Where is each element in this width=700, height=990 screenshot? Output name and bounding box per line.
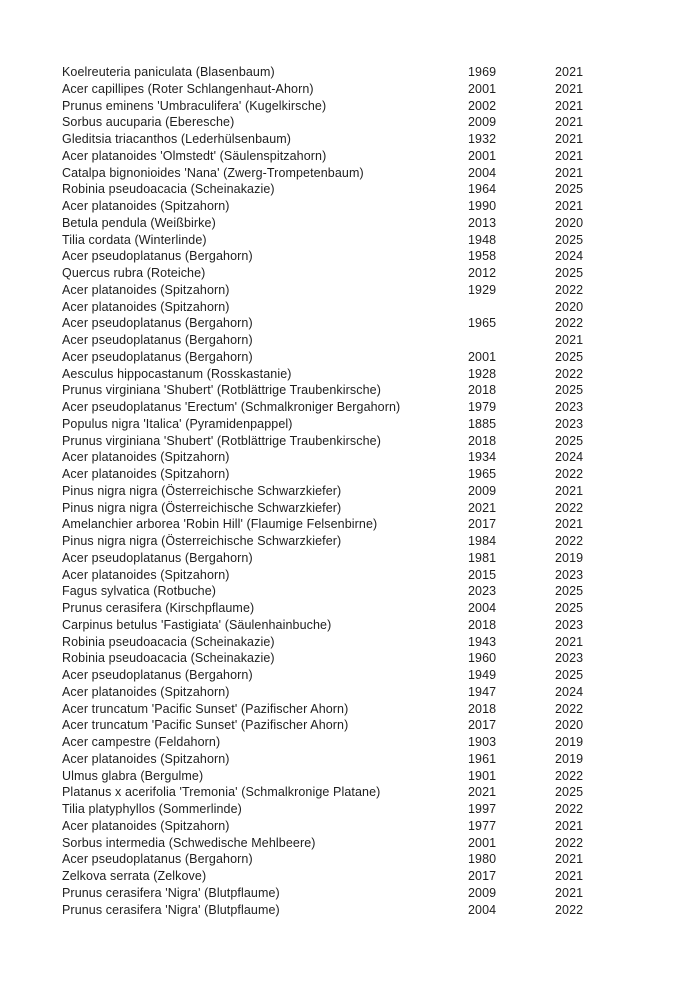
tree-name-cell: Betula pendula (Weißbirke) xyxy=(62,215,216,230)
tree-name-cell: Sorbus aucuparia (Eberesche) xyxy=(62,115,235,130)
table-row xyxy=(62,349,660,366)
table-row xyxy=(62,299,660,316)
year-second-cell: 2020 xyxy=(555,299,584,314)
year-second-cell: 2022 xyxy=(555,902,584,917)
tree-name-cell: Acer platanoides (Spitzahorn) xyxy=(62,282,230,297)
year-first-cell: 1947 xyxy=(468,684,497,699)
table-row xyxy=(62,567,660,584)
year-second-cell: 2025 xyxy=(555,668,584,682)
table-row xyxy=(62,148,660,165)
year-first-cell: 2009 xyxy=(468,115,497,130)
table-row xyxy=(62,801,660,818)
tree-name-cell: Amelanchier arborea 'Robin Hill' (Flaumige Felsenbirne) xyxy=(62,517,378,532)
year-second-cell: 2025 xyxy=(555,232,584,247)
table-row xyxy=(62,835,660,852)
year-second-cell: 2025 xyxy=(555,601,584,615)
table-row xyxy=(62,818,660,835)
year-first-cell: 1980 xyxy=(468,852,497,867)
year-second-cell: 2021 xyxy=(555,885,584,900)
year-second-cell: 2023 xyxy=(555,416,584,431)
table-row xyxy=(62,416,660,433)
table-row xyxy=(62,600,660,617)
tree-name-cell: Pinus nigra nigra (Österreichische Schwarzkiefer) xyxy=(62,534,342,548)
year-second-cell: 2023 xyxy=(555,651,584,666)
year-second-cell: 2019 xyxy=(555,735,584,749)
tree-name-cell: Catalpa bignonioides 'Nana' (Zwerg-Trompetenbaum) xyxy=(62,165,364,180)
table-row xyxy=(62,667,660,684)
tree-name-cell: Acer platanoides (Spitzahorn) xyxy=(62,818,230,833)
year-second-cell: 2025 xyxy=(555,383,584,398)
tree-name-cell: Acer truncatum 'Pacific Sunset' (Pazifischer Ahorn) xyxy=(62,718,349,733)
year-first-cell: 2001 xyxy=(468,148,497,163)
year-second-cell: 2021 xyxy=(555,199,584,213)
table-row xyxy=(62,433,660,450)
tree-name-cell: Carpinus betulus 'Fastigiata' (Säulenhainbuche) xyxy=(62,617,332,632)
year-first-cell: 2004 xyxy=(468,902,497,917)
table-row xyxy=(62,483,660,500)
year-second-cell: 2025 xyxy=(555,433,584,448)
tree-table xyxy=(62,64,660,918)
year-first-cell: 1958 xyxy=(468,249,497,264)
year-first-cell: 1932 xyxy=(468,132,497,146)
tree-name-cell: Acer platanoides 'Olmstedt' (Säulenspitzahorn) xyxy=(62,148,327,163)
table-row xyxy=(62,215,660,232)
tree-name-cell: Populus nigra 'Italica' (Pyramidenpappel) xyxy=(62,416,293,431)
tree-name-cell: Tilia cordata (Winterlinde) xyxy=(62,232,207,247)
table-row xyxy=(62,131,660,148)
year-first-cell: 2018 xyxy=(468,617,497,632)
table-row xyxy=(62,634,660,651)
tree-name-cell: Acer platanoides (Spitzahorn) xyxy=(62,299,230,314)
year-second-cell: 2025 xyxy=(555,584,584,599)
year-first-cell: 1948 xyxy=(468,232,497,247)
tree-name-cell: Platanus x acerifolia 'Tremonia' (Schmalkronige Platane) xyxy=(62,785,381,800)
year-first-cell: 1984 xyxy=(468,534,497,548)
year-second-cell: 2021 xyxy=(555,115,584,130)
tree-name-cell: Acer platanoides (Spitzahorn) xyxy=(62,450,230,465)
tree-name-cell: Tilia platyphyllos (Sommerlinde) xyxy=(62,802,242,816)
tree-name-cell: Prunus cerasifera (Kirschpflaume) xyxy=(62,601,255,615)
tree-name-cell: Prunus virginiana 'Shubert' (Rotblättrige Traubenkirsche) xyxy=(62,433,381,448)
tree-name-cell: Fagus sylvatica (Rotbuche) xyxy=(62,584,217,599)
tree-name-cell: Acer pseudoplatanus (Bergahorn) xyxy=(62,668,253,682)
year-second-cell: 2021 xyxy=(555,165,584,180)
year-second-cell: 2022 xyxy=(555,768,584,783)
tree-name-cell: Acer pseudoplatanus (Bergahorn) xyxy=(62,349,253,364)
year-second-cell: 2022 xyxy=(555,835,584,850)
year-second-cell: 2021 xyxy=(555,333,584,347)
year-first-cell: 1965 xyxy=(468,467,497,481)
tree-name-cell: Robinia pseudoacacia (Scheinakazie) xyxy=(62,634,275,649)
year-first-cell: 2001 xyxy=(468,349,497,364)
tree-name-cell: Acer pseudoplatanus (Bergahorn) xyxy=(62,852,253,867)
table-row xyxy=(62,734,660,751)
tree-name-cell: Sorbus intermedia (Schwedische Mehlbeere) xyxy=(62,835,316,850)
tree-name-cell: Aesculus hippocastanum (Rosskastanie) xyxy=(62,366,292,381)
table-row xyxy=(62,332,660,349)
year-first-cell: 2018 xyxy=(468,701,497,716)
year-first-cell: 1960 xyxy=(468,651,497,666)
tree-name-cell: Acer platanoides (Spitzahorn) xyxy=(62,467,230,481)
table-row xyxy=(62,650,660,667)
year-first-cell: 2018 xyxy=(468,433,497,448)
year-first-cell: 2012 xyxy=(468,266,497,280)
table-row xyxy=(62,868,660,885)
year-second-cell: 2022 xyxy=(555,534,584,548)
table-row xyxy=(62,449,660,466)
year-second-cell: 2022 xyxy=(555,316,584,331)
table-row xyxy=(62,81,660,98)
year-first-cell: 1929 xyxy=(468,282,497,297)
year-second-cell: 2021 xyxy=(555,483,584,498)
table-row xyxy=(62,751,660,768)
year-second-cell: 2019 xyxy=(555,550,584,565)
table-row xyxy=(62,114,660,131)
year-first-cell: 2023 xyxy=(468,584,497,599)
year-second-cell: 2021 xyxy=(555,869,584,883)
table-row xyxy=(62,784,660,801)
year-first-cell: 1981 xyxy=(468,550,497,565)
year-second-cell: 2020 xyxy=(555,718,584,733)
year-first-cell: 2017 xyxy=(468,517,497,532)
table-row xyxy=(62,165,660,182)
table-row xyxy=(62,902,660,919)
year-first-cell: 2004 xyxy=(468,165,497,180)
year-second-cell: 2019 xyxy=(555,751,584,766)
table-row xyxy=(62,399,660,416)
year-first-cell: 2018 xyxy=(468,383,497,398)
year-second-cell: 2023 xyxy=(555,567,584,582)
year-second-cell: 2025 xyxy=(555,785,584,800)
year-first-cell: 1949 xyxy=(468,668,497,682)
year-second-cell: 2022 xyxy=(555,282,584,297)
year-second-cell: 2025 xyxy=(555,266,584,280)
year-first-cell: 2021 xyxy=(468,500,497,515)
year-first-cell: 2009 xyxy=(468,483,497,498)
year-second-cell: 2021 xyxy=(555,818,584,833)
year-second-cell: 2021 xyxy=(555,517,584,532)
tree-name-cell: Acer pseudoplatanus (Bergahorn) xyxy=(62,333,253,347)
table-row xyxy=(62,885,660,902)
year-first-cell: 2004 xyxy=(468,601,497,615)
table-row xyxy=(62,198,660,215)
table-row xyxy=(62,265,660,282)
table-row xyxy=(62,282,660,299)
year-first-cell: 1961 xyxy=(468,751,497,766)
year-first-cell: 2015 xyxy=(468,567,497,582)
table-row xyxy=(62,717,660,734)
table-row xyxy=(62,583,660,600)
table-row xyxy=(62,768,660,785)
table-row xyxy=(62,98,660,115)
year-second-cell: 2025 xyxy=(555,182,584,197)
year-first-cell: 2001 xyxy=(468,81,497,96)
year-second-cell: 2021 xyxy=(555,634,584,649)
year-second-cell: 2023 xyxy=(555,617,584,632)
year-first-cell: 1964 xyxy=(468,182,497,197)
year-first-cell: 1997 xyxy=(468,802,497,816)
table-row xyxy=(62,232,660,249)
year-second-cell: 2024 xyxy=(555,684,584,699)
tree-name-cell: Acer campestre (Feldahorn) xyxy=(62,735,221,749)
tree-name-cell: Acer platanoides (Spitzahorn) xyxy=(62,199,230,213)
year-second-cell: 2024 xyxy=(555,450,584,465)
year-first-cell: 2021 xyxy=(468,785,497,800)
year-second-cell: 2022 xyxy=(555,366,584,381)
year-second-cell: 2020 xyxy=(555,215,584,230)
tree-name-cell: Prunus virginiana 'Shubert' (Rotblättrige Traubenkirsche) xyxy=(62,383,381,398)
year-second-cell: 2021 xyxy=(555,132,584,146)
table-row xyxy=(62,550,660,567)
year-first-cell: 1965 xyxy=(468,316,497,331)
year-first-cell: 2017 xyxy=(468,718,497,733)
table-row xyxy=(62,533,660,550)
year-first-cell: 2009 xyxy=(468,885,497,900)
year-first-cell: 1934 xyxy=(468,450,497,465)
tree-name-cell: Quercus rubra (Roteiche) xyxy=(62,266,206,280)
table-row xyxy=(62,382,660,399)
year-second-cell: 2021 xyxy=(555,65,584,79)
year-first-cell: 1977 xyxy=(468,818,497,833)
table-row xyxy=(62,64,660,81)
tree-name-cell: Pinus nigra nigra (Österreichische Schwarzkiefer) xyxy=(62,483,342,498)
tree-name-cell: Koelreuteria paniculata (Blasenbaum) xyxy=(62,65,275,79)
year-second-cell: 2023 xyxy=(555,400,584,414)
year-first-cell: 1943 xyxy=(468,634,497,649)
table-row xyxy=(62,684,660,701)
table-row xyxy=(62,500,660,517)
table-row xyxy=(62,516,660,533)
tree-name-cell: Acer pseudoplatanus (Bergahorn) xyxy=(62,249,253,264)
table-row xyxy=(62,366,660,383)
year-second-cell: 2022 xyxy=(555,500,584,515)
year-second-cell: 2024 xyxy=(555,249,584,264)
tree-name-cell: Prunus cerasifera 'Nigra' (Blutpflaume) xyxy=(62,902,280,917)
year-first-cell: 2001 xyxy=(468,835,497,850)
table-row xyxy=(62,315,660,332)
year-second-cell: 2025 xyxy=(555,349,584,364)
year-first-cell: 1903 xyxy=(468,735,497,749)
year-first-cell: 2013 xyxy=(468,215,497,230)
tree-name-cell: Acer truncatum 'Pacific Sunset' (Pazifischer Ahorn) xyxy=(62,701,349,716)
tree-name-cell: Gleditsia triacanthos (Lederhülsenbaum) xyxy=(62,132,292,146)
tree-name-cell: Ulmus glabra (Bergulme) xyxy=(62,768,204,783)
tree-name-cell: Zelkova serrata (Zelkove) xyxy=(62,869,207,883)
tree-name-cell: Prunus cerasifera 'Nigra' (Blutpflaume) xyxy=(62,885,280,900)
table-row xyxy=(62,851,660,868)
tree-name-cell: Acer capillipes (Roter Schlangenhaut-Ahorn) xyxy=(62,81,314,96)
tree-name-cell: Robinia pseudoacacia (Scheinakazie) xyxy=(62,651,275,666)
tree-name-cell: Prunus eminens 'Umbraculifera' (Kugelkirsche) xyxy=(62,98,327,113)
tree-name-cell: Acer pseudoplatanus 'Erectum' (Schmalkroniger Bergahorn) xyxy=(62,400,401,414)
year-second-cell: 2022 xyxy=(555,802,584,816)
year-first-cell: 2017 xyxy=(468,869,497,883)
year-first-cell: 1990 xyxy=(468,199,497,213)
year-second-cell: 2021 xyxy=(555,81,584,96)
year-first-cell: 1979 xyxy=(468,400,497,414)
tree-name-cell: Acer platanoides (Spitzahorn) xyxy=(62,684,230,699)
tree-name-cell: Acer pseudoplatanus (Bergahorn) xyxy=(62,550,253,565)
year-first-cell: 2002 xyxy=(468,98,497,113)
year-second-cell: 2021 xyxy=(555,148,584,163)
table-row xyxy=(62,181,660,198)
tree-name-cell: Acer platanoides (Spitzahorn) xyxy=(62,751,230,766)
table-row xyxy=(62,466,660,483)
year-first-cell: 1928 xyxy=(468,366,497,381)
table-row xyxy=(62,248,660,265)
year-second-cell: 2021 xyxy=(555,852,584,867)
table-row xyxy=(62,701,660,718)
year-first-cell: 1969 xyxy=(468,65,497,79)
year-second-cell: 2021 xyxy=(555,98,584,113)
table-row xyxy=(62,617,660,634)
year-second-cell: 2022 xyxy=(555,467,584,481)
year-second-cell: 2022 xyxy=(555,701,584,716)
tree-name-cell: Robinia pseudoacacia (Scheinakazie) xyxy=(62,182,275,197)
tree-name-cell: Acer platanoides (Spitzahorn) xyxy=(62,567,230,582)
tree-name-cell: Acer pseudoplatanus (Bergahorn) xyxy=(62,316,253,331)
tree-name-cell: Pinus nigra nigra (Österreichische Schwarzkiefer) xyxy=(62,500,342,515)
year-first-cell: 1885 xyxy=(468,416,497,431)
year-first-cell: 1901 xyxy=(468,768,497,783)
